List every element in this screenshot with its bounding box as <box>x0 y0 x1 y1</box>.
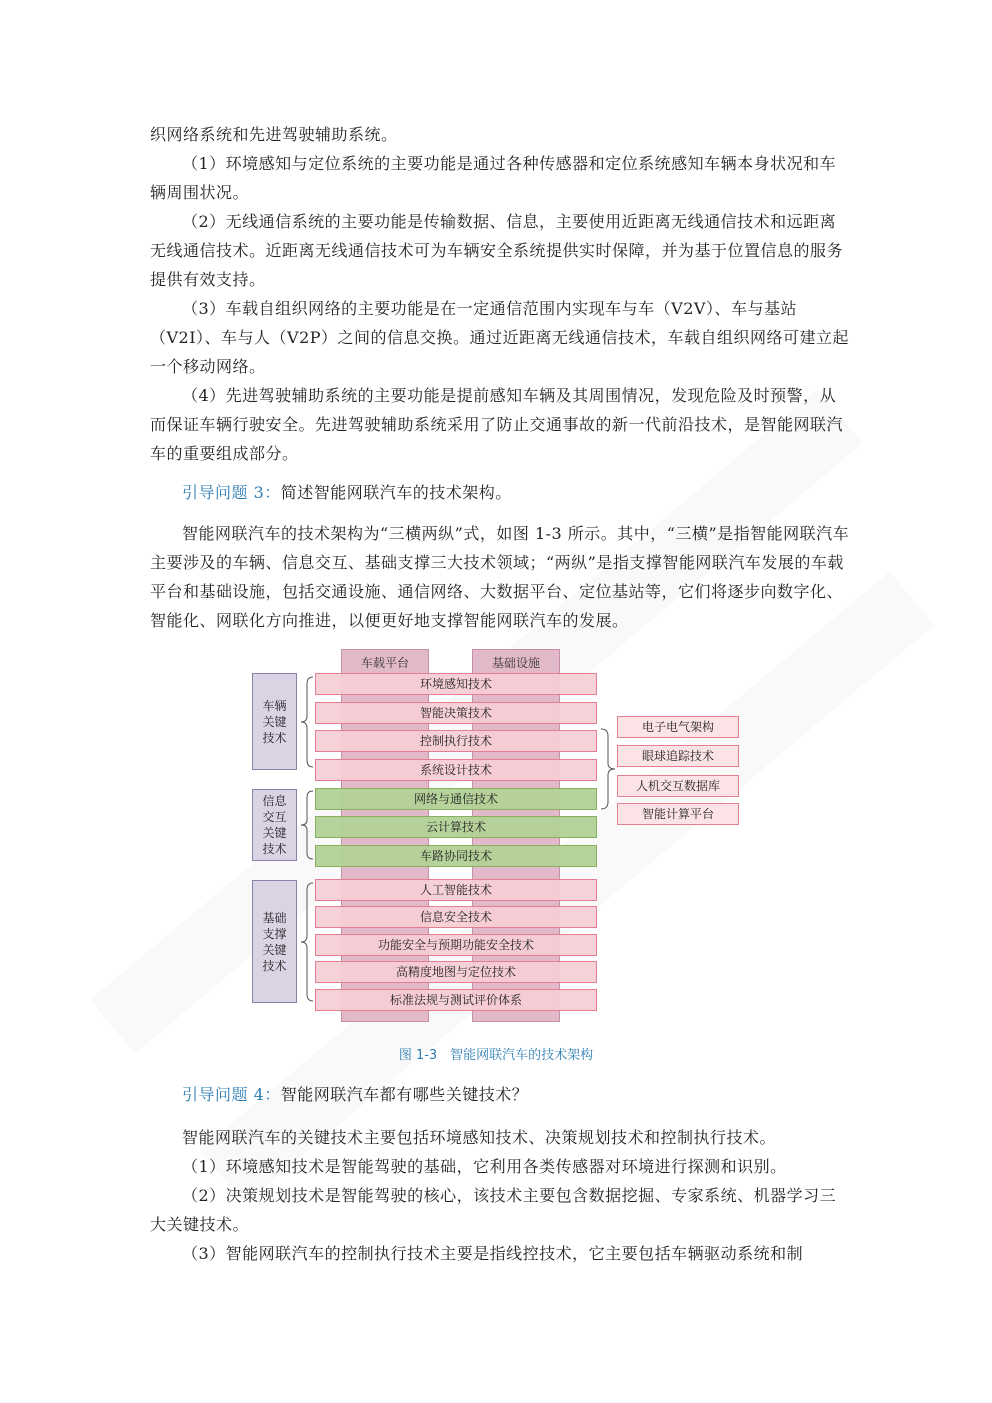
paragraph: （2）决策规划技术是智能驾驶的核心，该技术主要包含数据挖掘、专家系统、机器学习三大关键技术。 <box>150 1186 837 1234</box>
paragraph: 智能网联汽车的技术架构为“三横两纵”式，如图 1-3 所示。其中，“三横”是指智能网联汽车主要涉及的车辆、信息交互、基础支撑三大技术领域；“两纵”是指支撑智能网联汽车发展的车载平台和基础设施，包括交通设施、通信网络、大数据平台、定位基站等，它们将逐步向数字化、智能化、网联化方向推进，以便更好地支撑智能网联汽车的发展。 <box>150 524 850 630</box>
band-ai: 人工智能技术 <box>315 879 597 901</box>
group-label: 信息交互关键技术 <box>262 794 287 856</box>
column-label: 基础设施 <box>491 656 540 670</box>
guide-question-4 <box>150 1080 850 1109</box>
group-info-interaction-key-tech <box>252 789 297 861</box>
group-label: 车辆关键技术 <box>262 698 287 745</box>
question-text: 智能网联汽车都有哪些关键技术？ <box>280 1085 529 1104</box>
band-control-execution: 控制执行技术 <box>315 730 597 752</box>
paragraph: （1）环境感知技术是智能驾驶的基础，它利用各类传感器对环境进行探测和识别。 <box>182 1157 787 1176</box>
paragraph: （3）智能网联汽车的控制执行技术主要是指线控技术，它主要包括车辆驱动系统和制 <box>182 1244 804 1263</box>
paragraph: 智能网联汽车的关键技术主要包括环境感知技术、决策规划技术和控制执行技术。 <box>182 1128 777 1147</box>
guide-question-3 <box>150 478 850 507</box>
column-label: 车载平台 <box>360 656 409 670</box>
group-support-key-tech <box>252 880 297 1003</box>
question-label: 引导问题 3： <box>182 483 281 502</box>
right-item-eye-tracking: 眼球追踪技术 <box>617 745 739 767</box>
band-information-security: 信息安全技术 <box>315 906 597 928</box>
left-brace <box>300 676 314 768</box>
question-text: 简述智能网联汽车的技术架构。 <box>280 483 512 502</box>
band-functional-safety: 功能安全与预期功能安全技术 <box>315 934 597 956</box>
band-system-design: 系统设计技术 <box>315 759 597 781</box>
paragraph: （3）车载自组织网络的主要功能是在一定通信范围内实现车与车（V2V）、车与基站（V2I）、车与人（V2P）之间的信息交换。通过近距离无线通信技术，车载自组织网络可建立起一个移动网络。 <box>150 299 850 376</box>
band-network-communication: 网络与通信技术 <box>315 788 597 810</box>
right-item-computing-platform: 智能计算平台 <box>617 803 739 825</box>
right-brace <box>600 728 616 810</box>
group-vehicle-key-tech <box>252 673 297 770</box>
group-label: 基础支撑关键技术 <box>262 910 287 973</box>
band-standards-testing: 标准法规与测试评价体系 <box>315 989 597 1011</box>
paragraph: （2）无线通信系统的主要功能是传输数据、信息，主要使用近距离无线通信技术和远距离无线通信技术。近距离无线通信技术可为车辆安全系统提供实时保障，并为基于位置信息的服务提供有效支持。 <box>150 212 844 289</box>
question-label: 引导问题 4： <box>182 1085 281 1104</box>
paragraph: （4）先进驾驶辅助系统的主要功能是提前感知车辆及其周围情况，发现危险及时预警，从而保证车辆行驶安全。先进驾驶辅助系统采用了防止交通事故的新一代前沿技术，是智能网联汽车的重要组成部分。 <box>150 386 844 463</box>
figure-caption: 图 1-3 智能网联汽车的技术架构 <box>398 1048 594 1063</box>
paragraph: （1）环境感知与定位系统的主要功能是通过各种传感器和定位系统感知车辆本身状况和车辆周围状况。 <box>150 154 837 202</box>
paragraph: 织网络系统和先进驾驶辅助系统。 <box>150 125 398 144</box>
right-item-ee-architecture: 电子电气架构 <box>617 716 739 738</box>
band-vehicle-road-cooperation: 车路协同技术 <box>315 845 597 867</box>
right-item-hmi-database: 人机交互数据库 <box>617 775 739 797</box>
band-environment-perception: 环境感知技术 <box>315 673 597 695</box>
band-cloud-computing: 云计算技术 <box>315 816 597 838</box>
left-brace <box>300 882 314 1002</box>
left-brace <box>300 790 314 860</box>
band-intelligent-decision: 智能决策技术 <box>315 702 597 724</box>
band-hd-map-positioning: 高精度地图与定位技术 <box>315 961 597 983</box>
